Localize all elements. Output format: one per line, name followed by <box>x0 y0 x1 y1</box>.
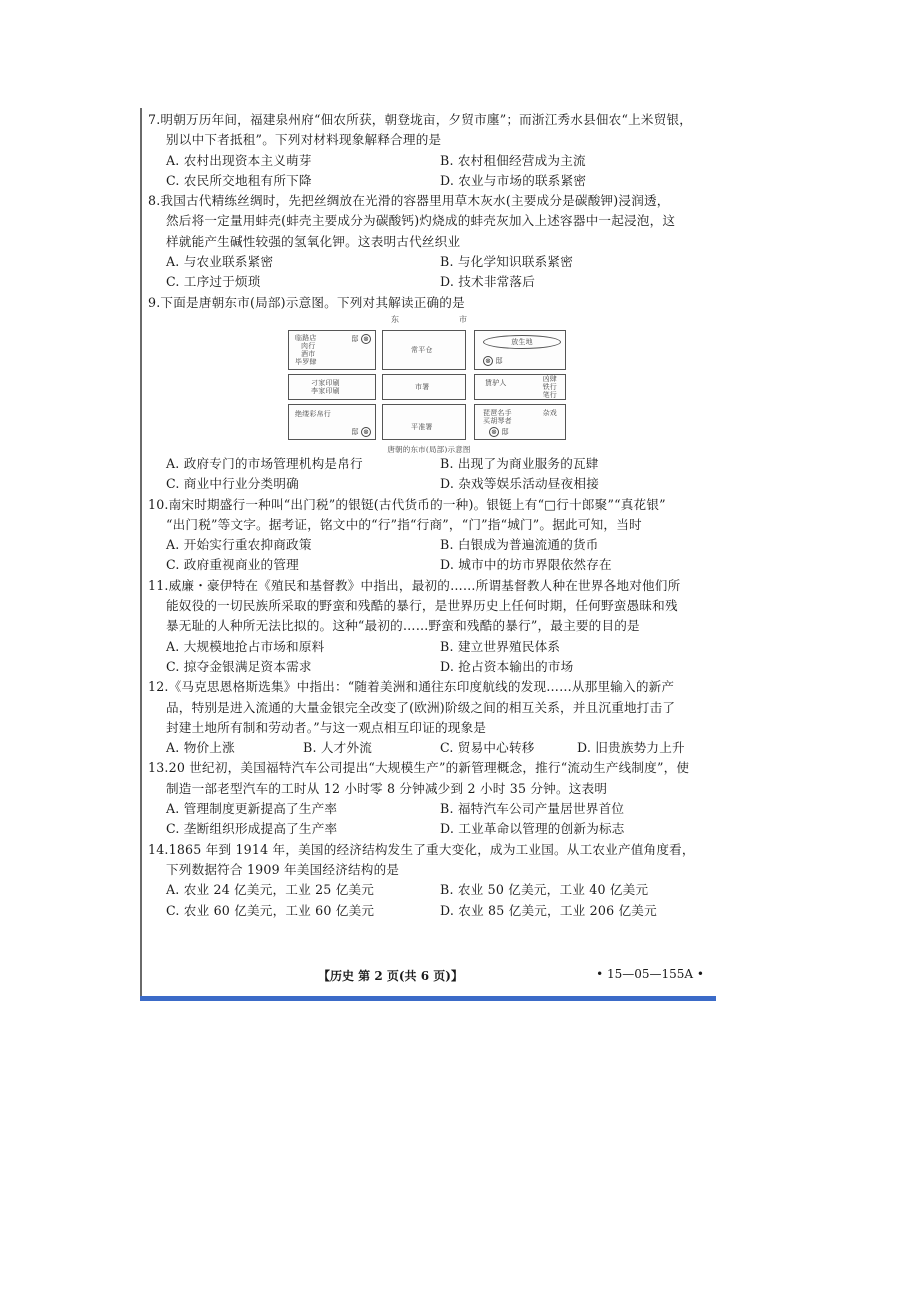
question-text-line: 11.威廉・豪伊特在《殖民和基督教》中指出，最初的……所谓基督教人种在世界各地对他们所 <box>148 577 681 593</box>
question-9 <box>148 293 714 495</box>
option-c[interactable]: C. 贸易中心转移 <box>440 740 535 756</box>
box-label: 刁家印刷 <box>311 378 340 387</box>
question-text-line: 封建土地所有制和劳动者。”与这一观点相互印证的现象是 <box>166 719 487 735</box>
diagram-box-price-office <box>382 404 466 440</box>
cross-circle-icon: ⊗ <box>490 427 498 436</box>
diagram-box-shops <box>288 330 376 370</box>
cross-circle-icon: ⊗ <box>362 334 370 343</box>
east-market-diagram <box>288 316 570 454</box>
options <box>148 252 714 293</box>
option-d[interactable]: D. 旧贵族势力上升 <box>577 740 685 756</box>
box-label: 凶肆 <box>542 374 557 383</box>
options <box>148 880 714 921</box>
option-c[interactable]: C. 工序过于烦琐 <box>166 274 261 290</box>
cross-circle-icon: ⊗ <box>362 427 370 436</box>
option-a[interactable]: A. 大规模地抢占市场和原料 <box>166 638 325 654</box>
question-area <box>148 110 714 921</box>
option-c[interactable]: C. 掠夺金银满足资本需求 <box>166 658 312 674</box>
diagram-box-musicians <box>474 404 566 440</box>
question-text-line: 制造一部老型汽车的工时从 12 小时零 8 分钟减少到 2 小时 35 分钟。这表明 <box>166 780 608 796</box>
box-label: 买胡琴者 <box>483 416 512 425</box>
diagram-top-label: 东市 <box>391 314 527 324</box>
option-d[interactable]: D. 工业革命以管理的创新为标志 <box>440 821 625 837</box>
question-10 <box>148 495 714 576</box>
box-label: 铁行 <box>542 382 557 391</box>
option-a[interactable]: A. 管理制度更新提高了生产率 <box>166 801 338 817</box>
diagram-box-granary <box>382 330 466 370</box>
box-label: 杂戏 <box>542 408 557 417</box>
question-13 <box>148 758 714 839</box>
option-c[interactable]: C. 农业 60 亿美元，工业 60 亿美元 <box>166 902 375 918</box>
question-text-line: 下列数据符合 1909 年美国经济结构的是 <box>166 861 400 877</box>
question-text-line: 品，特别是进入流通的大量金银完全改变了(欧洲)阶级之间的相互关系，并且沉重地打击了 <box>166 699 676 715</box>
option-c[interactable]: C. 农民所交地租有所下降 <box>166 172 312 188</box>
question-text-line: 别以中下者抵租”。下列对材料现象解释合理的是 <box>166 132 442 148</box>
question-14 <box>148 840 714 921</box>
option-b[interactable]: B. 人才外流 <box>303 740 373 756</box>
question-11 <box>148 576 714 677</box>
option-d[interactable]: D. 抢占资本输出的市场 <box>440 658 574 674</box>
options <box>148 738 714 758</box>
question-text-line: 能奴役的一切民族所采取的野蛮和残酷的暴行，是世界历史上任何时期，任何野蛮愚昧和残 <box>166 598 678 614</box>
question-7 <box>148 110 714 191</box>
box-label: 临路店 <box>295 333 317 342</box>
option-b[interactable]: B. 农业 50 亿美元，工业 40 亿美元 <box>440 882 649 898</box>
box-label: 琵琶名手 <box>483 408 512 417</box>
option-d[interactable]: D. 城市中的坊市界限依然存在 <box>440 557 612 573</box>
diagram-caption: 唐朝的东市(局部)示意图 <box>387 444 471 454</box>
option-b[interactable]: B. 福特汽车公司产量居世界首位 <box>440 801 625 817</box>
diagram-box-printing <box>288 374 376 400</box>
option-b[interactable]: B. 出现了为商业服务的瓦肆 <box>440 455 599 471</box>
diagram-box-donkey-renters <box>474 374 566 400</box>
option-a[interactable]: A. 与农业联系紧密 <box>166 254 274 270</box>
options <box>148 151 714 192</box>
option-b[interactable]: B. 农村租佃经营成为主流 <box>440 152 586 168</box>
question-text-line: 暴无耻的人种所无法比拟的。这种“最初的……野蛮和残酷的暴行”，最主要的目的是 <box>166 618 640 634</box>
option-d[interactable]: D. 杂戏等娱乐活动昼夜相接 <box>440 476 599 492</box>
options <box>148 637 714 678</box>
bottom-blue-rule <box>140 996 716 1001</box>
box-label: 酒市 <box>301 349 316 358</box>
option-d[interactable]: D. 技术非常落后 <box>440 274 536 290</box>
release-pond-oval: 放生地 <box>483 335 561 349</box>
option-d[interactable]: D. 农业 85 亿美元，工业 206 亿美元 <box>440 902 657 918</box>
question-12 <box>148 677 714 758</box>
box-label: 賃驴人 <box>485 378 507 387</box>
footer-code: • 15—05—155A • <box>596 967 704 981</box>
option-a[interactable]: A. 政府专门的市场管理机构是帛行 <box>166 455 363 471</box>
option-d[interactable]: D. 农业与市场的联系紧密 <box>440 172 587 188</box>
option-b[interactable]: B. 建立世界殖民体系 <box>440 638 561 654</box>
question-text-line: 然后将一定量用蚌壳(蚌壳主要成分为碳酸钙)灼烧成的蚌壳灰加入上述容器中一起浸泡，这 <box>166 213 676 229</box>
question-text-line: 8.我国古代精练丝绸时，先把丝绸放在光滑的容器里用草木灰水(主要成分是碳酸钾)浸润透， <box>148 193 670 209</box>
diagram-box-market-office <box>382 374 466 400</box>
option-a[interactable]: A. 物价上涨 <box>166 740 235 756</box>
footer-page-info: 【历史 第 2 页(共 6 页)】 <box>318 969 463 983</box>
box-label: 绝缕彩帛行 <box>295 409 331 418</box>
option-b[interactable]: B. 白银成为普遍流通的货币 <box>440 537 599 553</box>
box-label: 笔行 <box>542 390 557 399</box>
cross-circle-icon: ⊗ <box>484 356 492 365</box>
options <box>148 454 714 495</box>
diagram-box-silk <box>288 404 376 440</box>
box-label: 市署 <box>415 382 430 391</box>
question-text-line: 9.下面是唐朝东市(局部)示意图。下列对其解读正确的是 <box>148 294 465 310</box>
option-c[interactable]: C. 政府重视商业的管理 <box>166 557 299 573</box>
option-b[interactable]: B. 与化学知识联系紧密 <box>440 254 574 270</box>
question-text-line: 14.1865 年到 1914 年，美国的经济结构发生了重大变化，成为工业国。从工农业产值角度看， <box>148 841 695 857</box>
question-text-line: “出门税”等文字。据考证，铭文中的“行”指“行商”，“门”指“城门”。据此可知，当时 <box>166 516 642 532</box>
box-label: 毕罗肆 <box>295 357 317 366</box>
option-a[interactable]: A. 农村出现资本主义萌芽 <box>166 152 312 168</box>
box-corner-label: ⊗ 邸 <box>490 427 509 436</box>
question-text-line: 10.南宋时期盛行一种叫“出门税”的银铤(古代货币的一种)。银铤上有“□行十郎聚”“真花银” <box>148 496 666 512</box>
question-text-line: 7.明朝万历年间，福建泉州府“佃农所获，朝登垅亩，夕贸市廛”；而浙江秀水县佃农“上米贸银， <box>148 112 693 127</box>
box-corner-label: ⊗ 邸 <box>484 356 503 365</box>
question-text-line: 12.《马克思恩格斯选集》中指出：“随着美洲和通往东印度航线的发现……从那里输入的新产 <box>148 679 675 695</box>
option-c[interactable]: C. 垄断组织形成提高了生产率 <box>166 821 338 837</box>
box-label: 常平仓 <box>411 345 433 354</box>
option-a[interactable]: A. 开始实行重农抑商政策 <box>166 537 312 553</box>
box-corner-label: 邸 ⊗ <box>351 334 370 343</box>
options <box>148 799 714 840</box>
left-binding-rule <box>140 108 142 1000</box>
question-8 <box>148 191 714 292</box>
diagram-box-release-pond <box>474 330 566 370</box>
options <box>148 535 714 576</box>
box-label: 肉行 <box>301 341 316 350</box>
box-label: 平准署 <box>411 422 433 431</box>
box-label: 李家印刷 <box>311 386 340 395</box>
box-corner-label: 邸 ⊗ <box>351 427 370 436</box>
option-a[interactable]: A. 农业 24 亿美元，工业 25 亿美元 <box>166 882 375 898</box>
option-c[interactable]: C. 商业中行业分类明确 <box>166 476 299 492</box>
question-text-line: 13.20 世纪初，美国福特汽车公司提出“大规模生产”的新管理概念，推行“流动生产线制度”，使 <box>148 760 690 776</box>
question-text-line: 样就能产生碱性较强的氢氧化钾。这表明古代丝织业 <box>166 233 461 249</box>
